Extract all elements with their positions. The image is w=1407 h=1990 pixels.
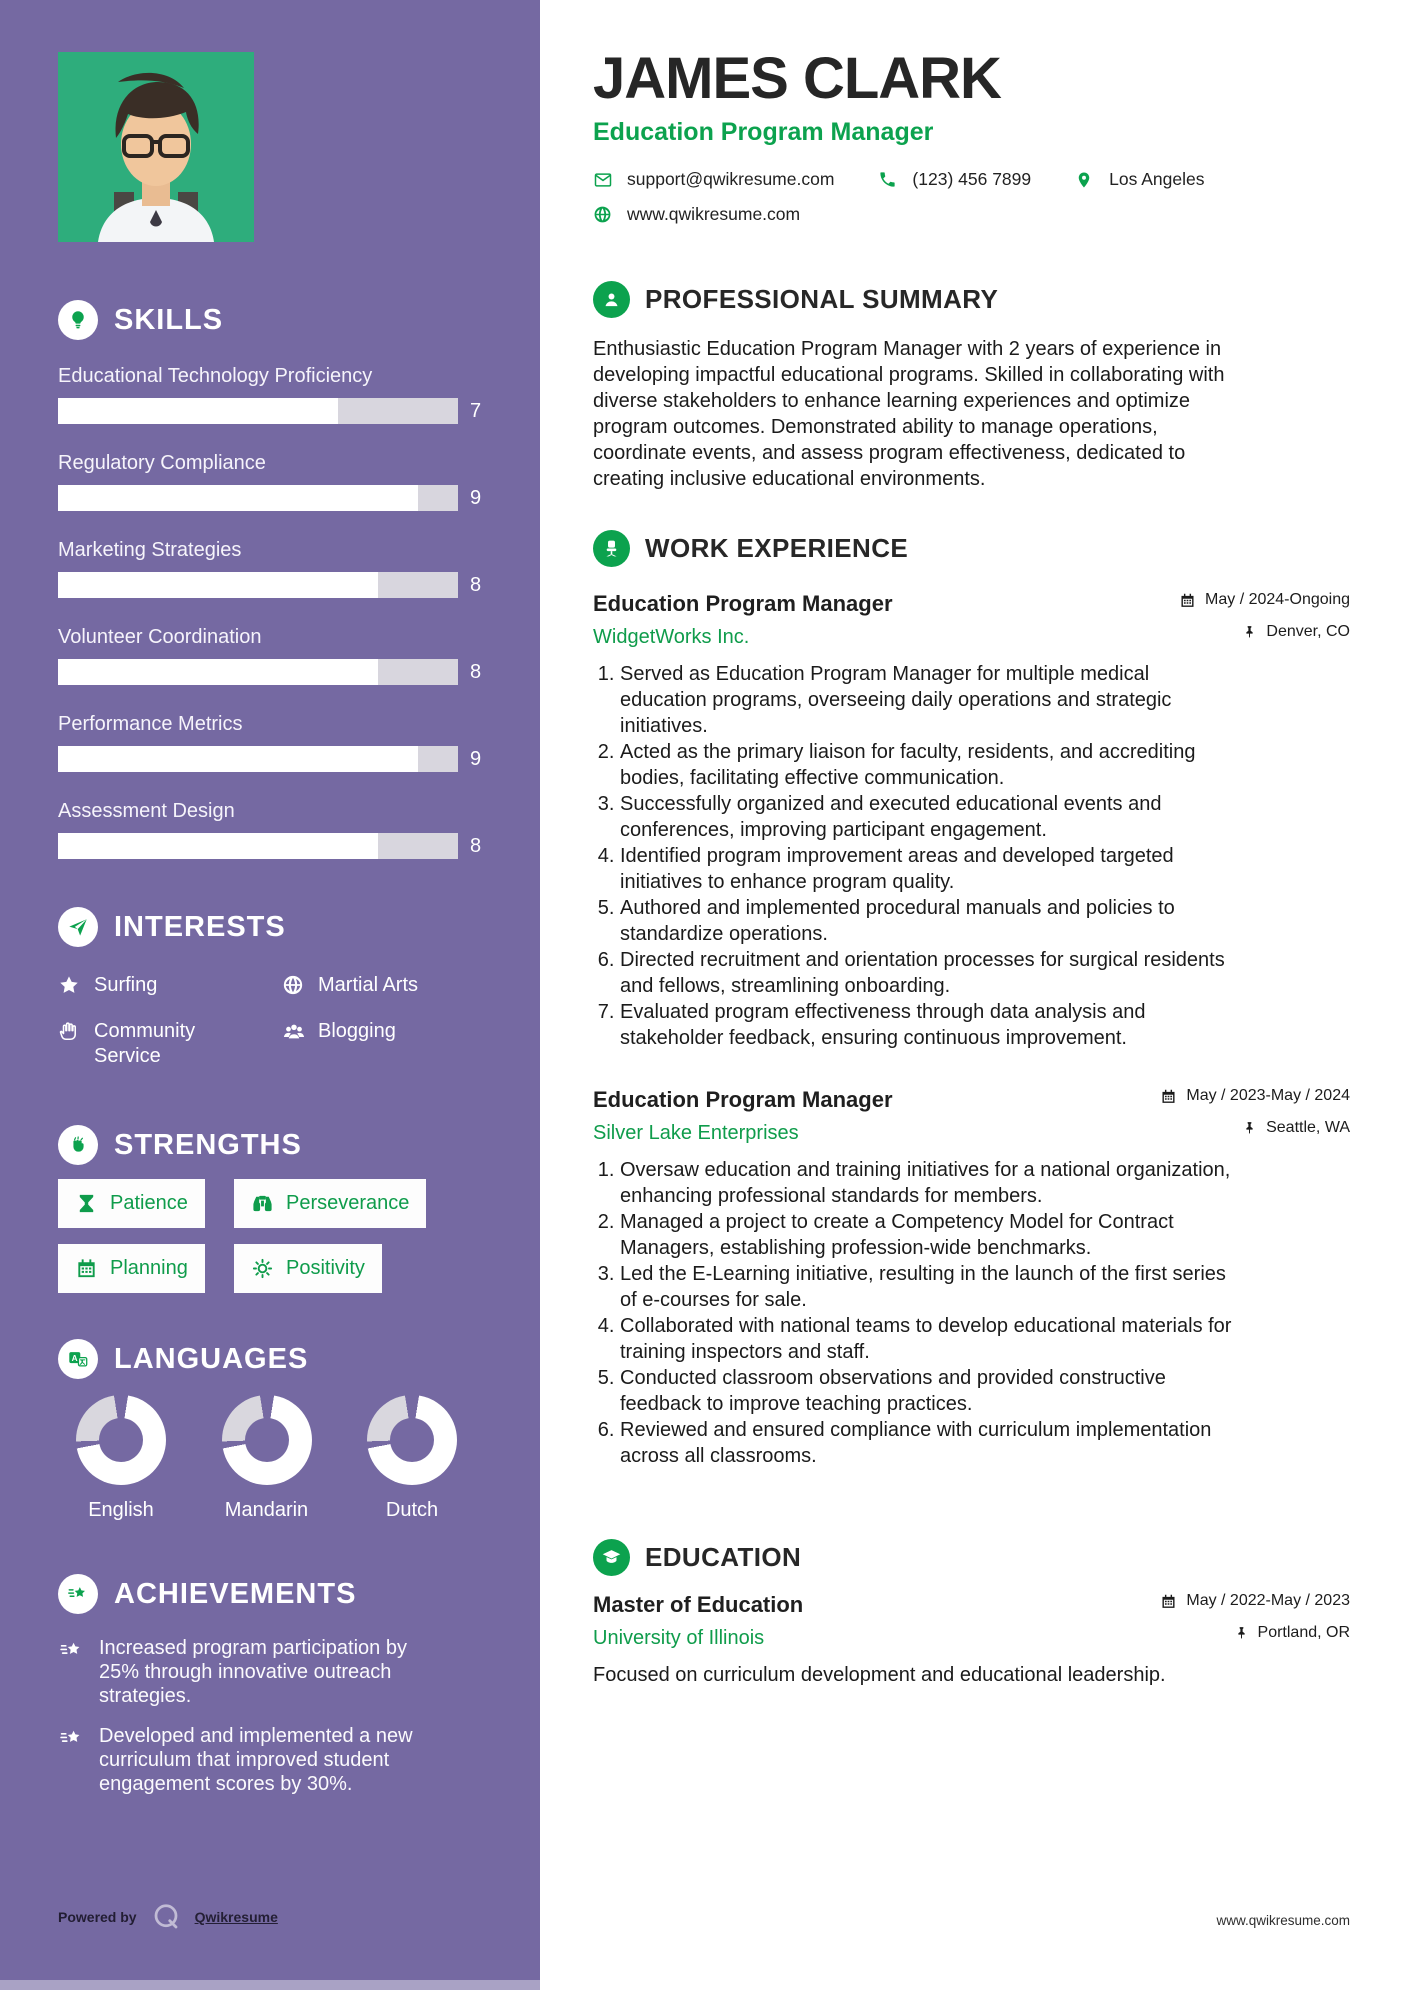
skill-label: Marketing Strategies — [58, 539, 242, 561]
languages-header — [58, 1339, 492, 1379]
experience-bullet: 7. Evaluated program effectiveness through data analysis and stakeholder feedback, ensuring continuous improvement. — [620, 999, 1233, 1051]
page-bottom-edge — [0, 1980, 1407, 1990]
skill-value: 8 — [470, 573, 482, 596]
achievement-text: Developed and implemented a new curriculum that improved student engagement scores by 30%. — [99, 1725, 413, 1795]
achievements-list — [58, 1636, 492, 1796]
skill-label: Educational Technology Proficiency — [58, 365, 373, 387]
skill-row — [58, 625, 492, 685]
contact-location — [1075, 169, 1204, 190]
contact-email — [593, 169, 834, 190]
main-content — [540, 0, 1407, 1990]
shooting-star-icon — [58, 1636, 85, 1708]
job-location-text: Seattle, WA — [1266, 1119, 1350, 1136]
experience-bullet: 1. Oversaw education and training initiatives for a national organization, enhancing professional standards for members. — [620, 1157, 1233, 1209]
phone-text: (123) 456 7899 — [912, 169, 1032, 189]
sidebar — [0, 0, 540, 1990]
profile-photo — [58, 52, 254, 242]
strengths-heading: STRENGTHS — [114, 1128, 302, 1161]
achievement-text: Increased program participation by 25% through innovative outreach strategies. — [99, 1637, 407, 1707]
strength-badge — [234, 1244, 382, 1293]
footer-website: www.qwikresume.com — [1216, 1913, 1350, 1928]
job-dates-text: May / 2024-Ongoing — [1205, 591, 1350, 608]
experience-bullet: 5. Authored and implemented procedural manuals and policies to standardize operations. — [620, 895, 1233, 947]
candidate-title: Education Program Manager — [593, 118, 934, 146]
strength-label: Planning — [110, 1257, 188, 1279]
education-heading: EDUCATION — [645, 1542, 802, 1572]
language-donut-chart — [76, 1395, 166, 1485]
skill-label: Regulatory Compliance — [58, 452, 266, 474]
strength-badge — [234, 1179, 426, 1228]
strength-badge — [58, 1179, 205, 1228]
contact-website — [593, 204, 800, 225]
strength-badge — [58, 1244, 205, 1293]
experience-bullet: 6. Reviewed and ensured compliance with curriculum implementation across all classrooms. — [620, 1417, 1233, 1469]
contact-row — [593, 169, 1350, 190]
translate-icon — [58, 1339, 98, 1379]
skill-value: 8 — [470, 834, 482, 857]
calendar-icon — [1160, 1593, 1177, 1610]
job-title: Education Program Manager — [593, 591, 893, 616]
people-icon — [282, 1019, 306, 1049]
language-item — [76, 1395, 166, 1522]
graduation-cap-icon — [593, 1539, 630, 1576]
pushpin-icon — [1232, 1625, 1249, 1642]
sun-icon — [251, 1257, 274, 1280]
summary-text: Enthusiastic Education Program Manager with 2 years of experience in developing impactful educational programs. Skilled in collaborating with diverse stakeholders to enhance learning experiences and optimize program outcomes. Demonstrated ability to manage operations, coordinate events, and assess program effectiveness, dedicated to creating inclusive educational environments. — [593, 338, 1225, 490]
skill-value: 9 — [470, 486, 482, 509]
skill-value: 8 — [470, 660, 482, 683]
binoculars-icon — [251, 1192, 274, 1215]
summary-header — [593, 281, 1350, 318]
job-company: WidgetWorks Inc. — [593, 626, 750, 648]
skills-list — [58, 364, 492, 859]
experience-bullet: 1. Served as Education Program Manager for multiple medical education programs, overseeing daily operations and strategic initiatives. — [620, 661, 1233, 739]
skill-row — [58, 364, 492, 424]
strengths-section — [58, 1125, 492, 1293]
language-item — [222, 1395, 312, 1522]
calendar-icon — [1160, 1088, 1177, 1105]
experience-bullet: 5. Conducted classroom observations and provided constructive feedback to improve teaching practices. — [620, 1365, 1233, 1417]
calendar-icon — [75, 1257, 98, 1280]
experience-header — [593, 530, 1350, 567]
language-donut-chart — [367, 1395, 457, 1485]
language-label: Mandarin — [224, 1499, 309, 1521]
experience-bullet: 6. Directed recruitment and orientation processes for surgical residents and fellows, streamlining onboarding. — [620, 947, 1233, 999]
skill-bar — [58, 485, 458, 511]
job-location-text: Denver, CO — [1266, 623, 1350, 640]
interests-header — [58, 907, 492, 947]
globe-icon — [593, 205, 613, 225]
job-entry — [593, 591, 1350, 1051]
experience-bullet: 2. Acted as the primary liaison for faculty, residents, and accrediting bodies, facilitating effective communication. — [620, 739, 1233, 791]
skill-row — [58, 451, 492, 511]
contact-phone — [878, 169, 1031, 190]
interest-item — [58, 973, 282, 1003]
education-degree: Master of Education — [593, 1592, 804, 1617]
achievement-item — [58, 1724, 492, 1796]
globe-icon — [282, 973, 306, 1003]
education-section — [593, 1539, 1350, 1687]
job-dates — [1160, 1087, 1350, 1105]
strengths-list — [58, 1179, 492, 1293]
job-title: Education Program Manager — [593, 1087, 893, 1112]
experience-bullet: 3. Successfully organized and executed educational events and conferences, improving participant engagement. — [620, 791, 1233, 843]
experience-section — [593, 530, 1350, 1469]
job-location — [1179, 623, 1350, 641]
achievements-heading: ACHIEVEMENTS — [114, 1577, 357, 1610]
skill-row — [58, 538, 492, 598]
sidebar-footer — [58, 1902, 278, 1932]
powered-by-label: Powered by — [58, 1909, 137, 1925]
star-icon — [58, 973, 82, 1003]
job-bullets — [593, 1157, 1233, 1469]
experience-heading: WORK EXPERIENCE — [645, 533, 909, 563]
education-dates — [1160, 1592, 1350, 1610]
skill-label: Performance Metrics — [58, 713, 243, 735]
location-pin-icon — [1075, 170, 1095, 190]
interest-item — [282, 973, 492, 1003]
education-location-text: Portland, OR — [1257, 1624, 1350, 1641]
language-item — [367, 1395, 457, 1522]
achievement-item — [58, 1636, 492, 1708]
education-header — [593, 1539, 1350, 1576]
skills-heading: SKILLS — [114, 303, 224, 336]
interest-item — [282, 1019, 492, 1069]
calendar-icon — [1179, 592, 1196, 609]
qwikresume-link[interactable]: Qwikresume — [194, 1909, 278, 1925]
skill-bar — [58, 398, 458, 424]
job-location — [1160, 1119, 1350, 1137]
interest-label: Blogging — [318, 1020, 396, 1042]
summary-heading: PROFESSIONAL SUMMARY — [645, 284, 999, 314]
interests-list — [58, 973, 492, 1069]
lightbulb-icon — [58, 300, 98, 340]
skill-bar — [58, 833, 458, 859]
skill-bar — [58, 572, 458, 598]
strength-label: Patience — [110, 1192, 188, 1214]
phone-icon — [878, 170, 898, 190]
shooting-star-icon — [58, 1724, 85, 1796]
paper-plane-icon — [58, 907, 98, 947]
education-location — [1160, 1624, 1350, 1642]
job-bullets — [593, 661, 1233, 1051]
svg-text:A: A — [71, 1353, 78, 1363]
skill-bar — [58, 659, 458, 685]
education-description: Focused on curriculum development and educational leadership. — [593, 1664, 1166, 1686]
interest-label: Community Service — [94, 1020, 196, 1067]
experience-bullet: 3. Led the E-Learning initiative, resulting in the launch of the first series of e-courses for sale. — [620, 1261, 1233, 1313]
interest-label: Martial Arts — [318, 974, 419, 996]
skill-row — [58, 712, 492, 772]
email-text: support@qwikresume.com — [627, 169, 835, 189]
languages-heading: LANGUAGES — [114, 1342, 309, 1375]
hourglass-icon — [75, 1192, 98, 1215]
experience-bullet: 4. Collaborated with national teams to develop educational materials for training inspectors and staff. — [620, 1313, 1233, 1365]
shooting-star-icon — [58, 1574, 98, 1614]
strength-label: Perseverance — [286, 1192, 410, 1214]
pushpin-icon — [1240, 624, 1257, 641]
languages-list — [58, 1395, 492, 1522]
contact-row — [593, 204, 1350, 225]
interest-label: Surfing — [94, 974, 158, 996]
strength-label: Positivity — [286, 1257, 365, 1279]
job-dates-text: May / 2023-May / 2024 — [1186, 1087, 1350, 1104]
skills-header — [58, 300, 492, 340]
skill-value: 7 — [470, 399, 482, 422]
achievements-section — [58, 1574, 492, 1796]
skill-bar — [58, 746, 458, 772]
interests-heading: INTERESTS — [114, 910, 286, 943]
job-company: Silver Lake Enterprises — [593, 1122, 799, 1144]
skill-label: Volunteer Coordination — [58, 626, 262, 648]
envelope-icon — [593, 170, 613, 190]
achievements-header — [58, 1574, 492, 1614]
website-text: www.qwikresume.com — [627, 204, 801, 224]
skills-section — [58, 300, 492, 859]
office-chair-icon — [593, 530, 630, 567]
experience-bullet: 2. Managed a project to create a Competency Model for Contract Managers, establishing profession-wide benchmarks. — [620, 1209, 1233, 1261]
experience-bullet: 4. Identified program improvement areas and developed targeted initiatives to enhance program quality. — [620, 843, 1233, 895]
candidate-name: JAMES CLARK — [593, 46, 1001, 111]
education-school: University of Illinois — [593, 1627, 765, 1649]
strengths-header — [58, 1125, 492, 1165]
skill-label: Assessment Design — [58, 800, 235, 822]
hand-icon — [58, 1019, 82, 1049]
qwikresume-logo — [151, 1902, 181, 1932]
language-label: Dutch — [385, 1499, 439, 1521]
fist-icon — [58, 1125, 98, 1165]
interest-item — [58, 1019, 282, 1069]
skill-value: 9 — [470, 747, 482, 770]
job-dates — [1179, 591, 1350, 609]
languages-section — [58, 1339, 492, 1522]
summary-section — [593, 281, 1350, 492]
location-text: Los Angeles — [1109, 169, 1205, 189]
person-icon — [593, 281, 630, 318]
language-donut-chart — [222, 1395, 312, 1485]
interests-section — [58, 907, 492, 1069]
skill-row — [58, 799, 492, 859]
pushpin-icon — [1240, 1120, 1257, 1137]
job-entry — [593, 1087, 1350, 1469]
language-label: English — [88, 1499, 154, 1521]
education-dates-text: May / 2022-May / 2023 — [1186, 1592, 1350, 1609]
